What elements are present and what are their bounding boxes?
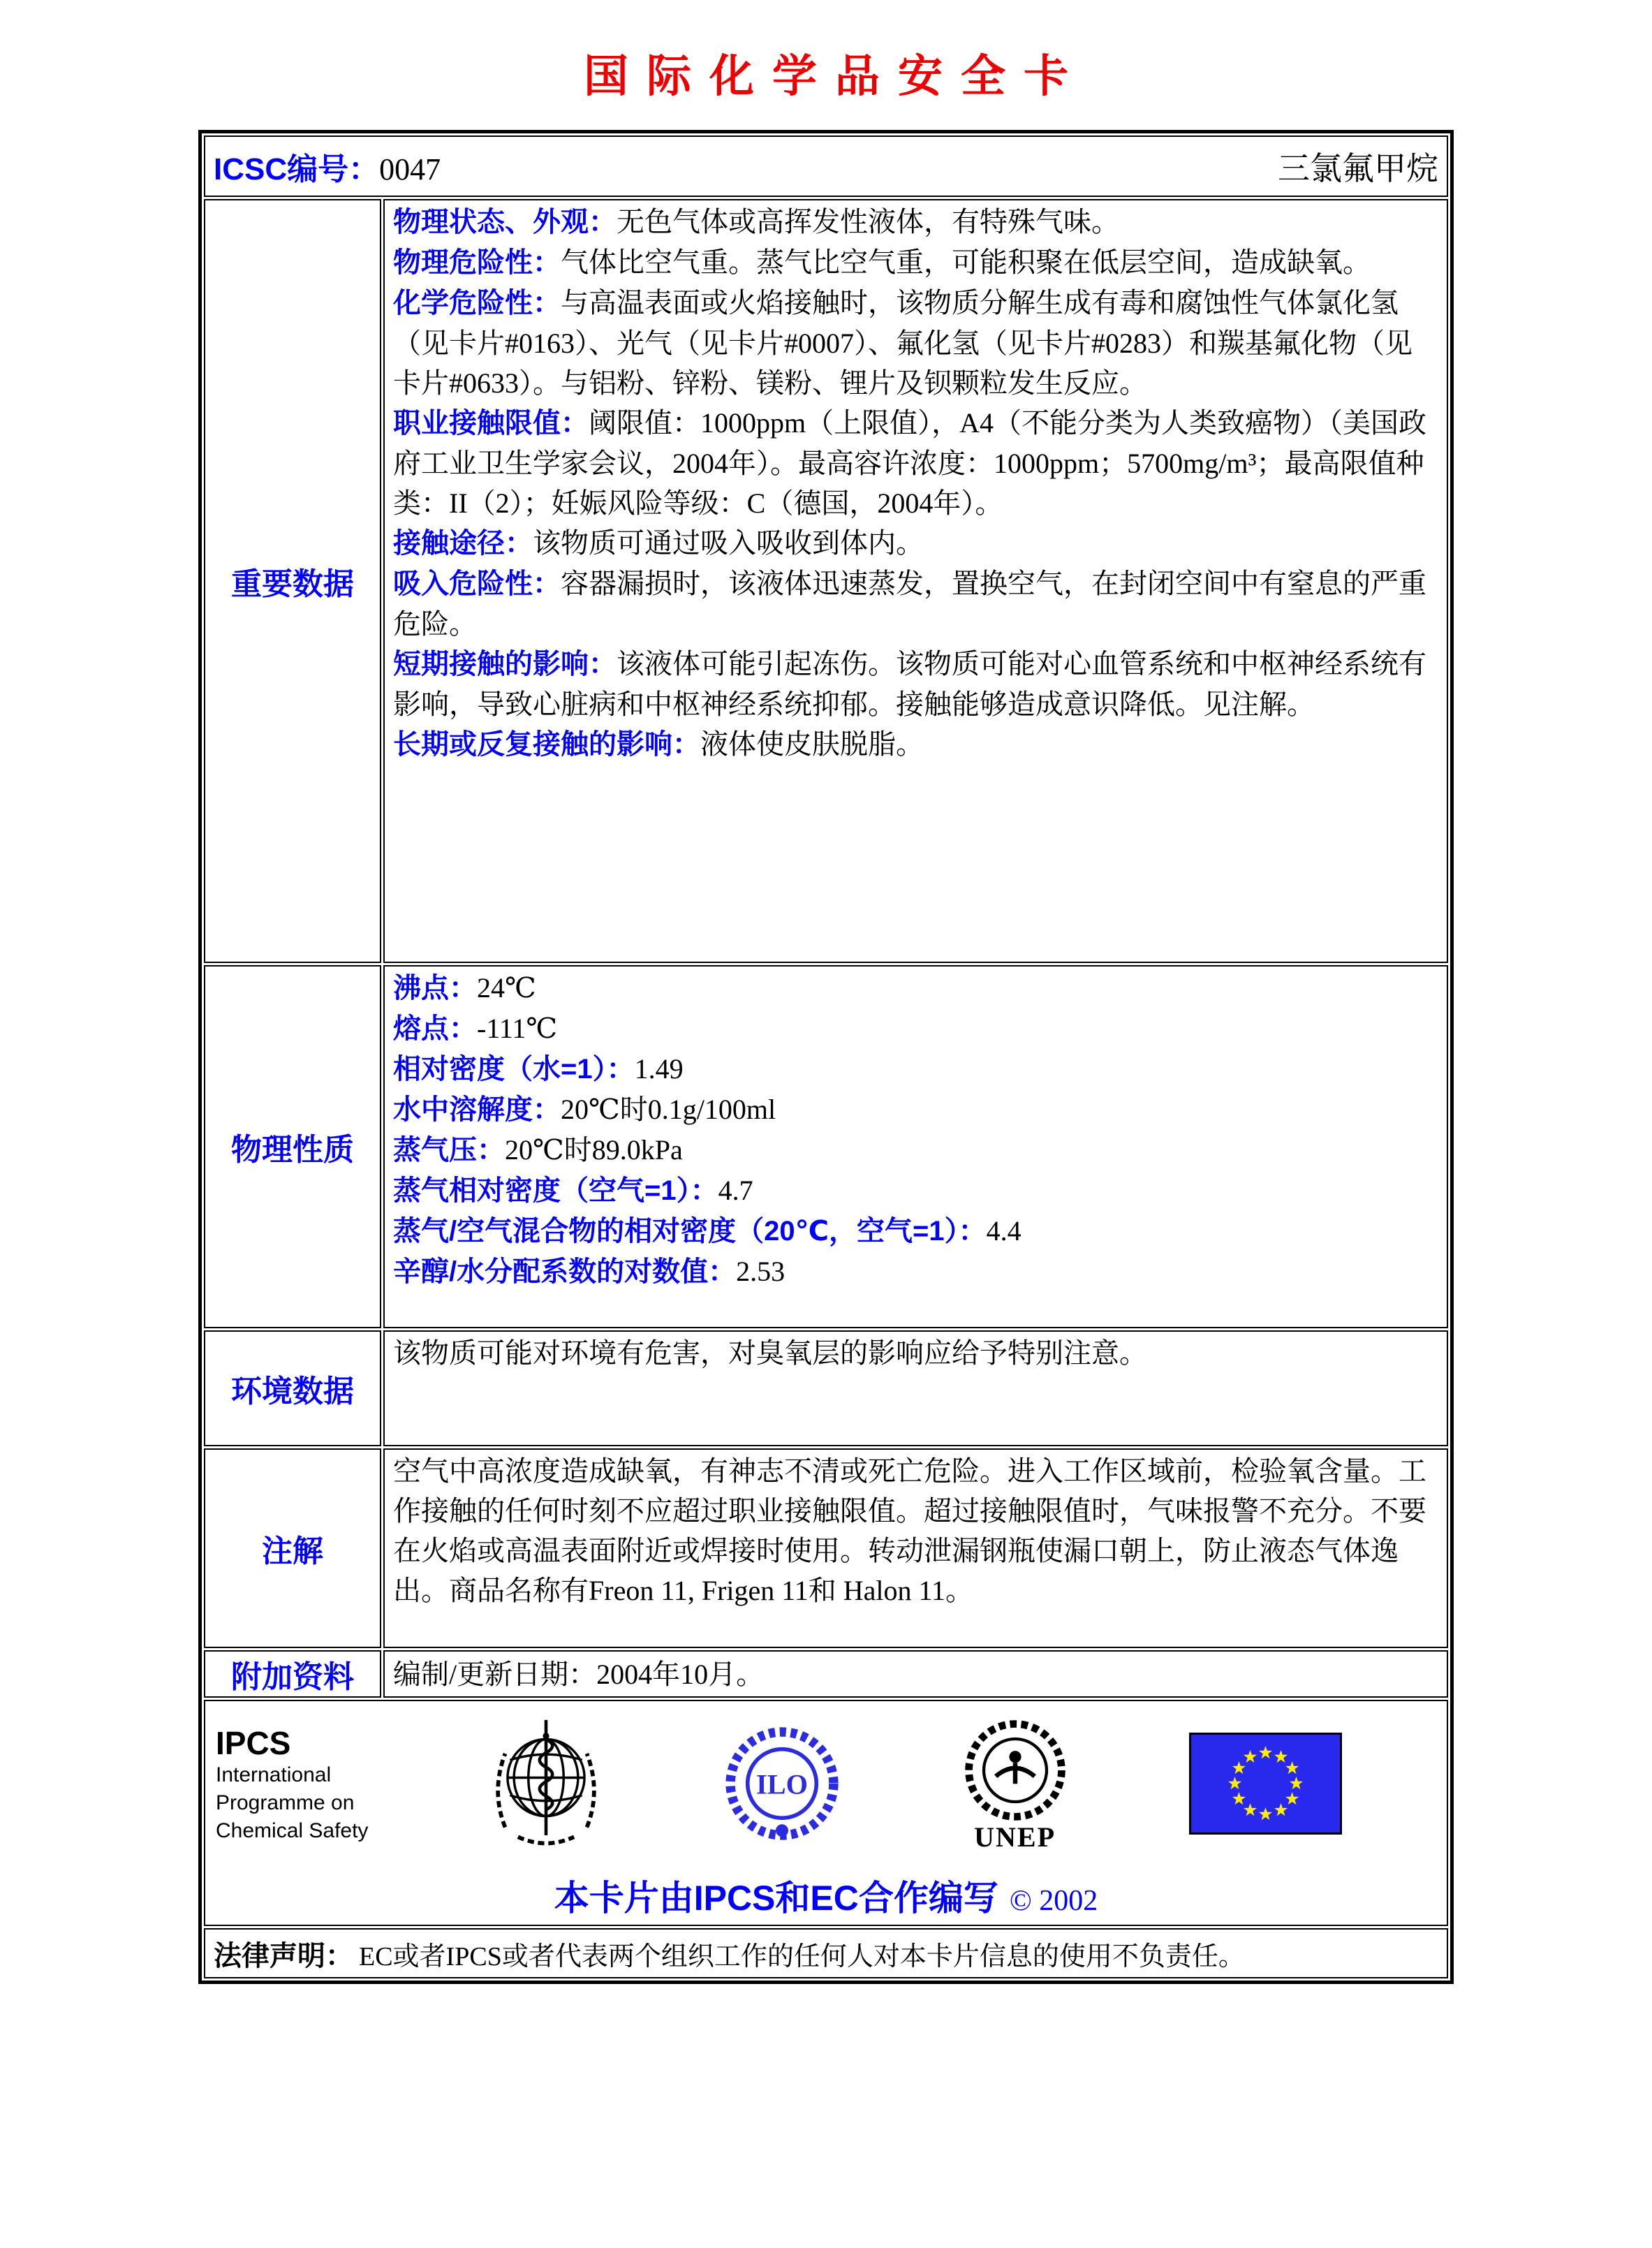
item-melting-point xyxy=(393,1008,1438,1049)
item-chemical-dangers xyxy=(393,283,1438,403)
chemical-name: 三氯氟甲烷 xyxy=(1278,151,1438,186)
section-label-physical-properties: 物理性质 xyxy=(204,965,381,1328)
item-vapour-pressure xyxy=(393,1130,1438,1170)
field-label: 职业接触限值： xyxy=(393,408,589,439)
section-content-physical-properties xyxy=(383,965,1448,1328)
field-label: 蒸气/空气混合物的相对密度（20℃，空气=1）： xyxy=(393,1216,987,1247)
section-label-notes: 注解 xyxy=(204,1448,381,1648)
field-value: -111℃ xyxy=(477,1013,558,1044)
field-label: 沸点： xyxy=(393,973,477,1004)
ipcs-full-line: International xyxy=(216,1763,332,1786)
row-legal-notice xyxy=(204,1928,1448,1978)
legal-notice-label: 法律声明： xyxy=(214,1940,353,1971)
row-footer-logos xyxy=(204,1700,1448,1926)
field-value: 气体比空气重。蒸气比空气重，可能积聚在低层空间，造成缺氧。 xyxy=(561,247,1371,278)
section-content-additional-info xyxy=(383,1650,1448,1698)
field-label: 水中溶解度： xyxy=(393,1094,561,1125)
item-inhalation-risk xyxy=(393,564,1438,644)
item-vapour-air-mixture-density xyxy=(393,1211,1438,1251)
notes-text: 空气中高浓度造成缺氧，有神志不清或死亡危险。进入工作区域前，检验氧含量。工作接触的任何时刻不应超过职业接触限值。超过接触限值时，气味报警不充分。不要在火焰或高温表面附近或焊接时使用。转动泄漏钢瓶使漏口朝上，防止液态气体逸出。商品名称有Freon 11, Frigen 11和 Halon 11。 xyxy=(393,1455,1426,1606)
field-label: 短期接触的影响： xyxy=(393,649,617,679)
field-label: 蒸气压： xyxy=(393,1135,505,1166)
footer-caption xyxy=(205,1870,1447,1920)
item-relative-vapour-density xyxy=(393,1170,1438,1211)
field-label: 熔点： xyxy=(393,1013,477,1044)
item-octanol-water-partition xyxy=(393,1251,1438,1292)
field-value: 阈限值：1000ppm（上限值），A4（不能分类为人类致癌物）（美国政府工业卫生学家会议，2004年）。最高容许浓度：1000ppm；5700mg/m³；最高限值种类：II（2）；妊娠风险等级：C（德国，2004年）。 xyxy=(393,407,1426,519)
card-header-cell xyxy=(204,135,1448,197)
page-title: 国际化学品安全卡 xyxy=(584,50,1086,103)
row-additional-info xyxy=(204,1650,1448,1698)
field-label: 物理危险性： xyxy=(393,247,561,278)
section-label-additional-info: 附加资料 xyxy=(204,1650,381,1698)
field-label: 长期或反复接触的影响： xyxy=(393,729,700,760)
additional-info-text: 编制/更新日期：2004年10月。 xyxy=(393,1658,765,1690)
row-physical-properties xyxy=(204,965,1448,1328)
ilo-logo-icon xyxy=(723,1725,841,1846)
field-label: 接触途径： xyxy=(393,528,533,559)
item-routes-of-exposure xyxy=(393,523,1438,564)
icsc-number-value: 0047 xyxy=(379,152,441,186)
field-value: 无色气体或高挥发性液体，有特殊气味。 xyxy=(617,206,1119,237)
field-label: 化学危险性： xyxy=(393,288,561,318)
section-content-environmental-data xyxy=(383,1330,1448,1446)
section-label-important-data: 重要数据 xyxy=(204,199,381,963)
footer-logos-cell xyxy=(204,1700,1448,1926)
legal-notice-cell xyxy=(204,1928,1448,1978)
field-value: 20℃时0.1g/100ml xyxy=(561,1094,776,1125)
ipcs-full-line: Chemical Safety xyxy=(216,1819,369,1842)
field-value: 4.7 xyxy=(718,1175,753,1206)
logos-strip xyxy=(205,1707,1447,1859)
item-long-term-exposure-effects xyxy=(393,724,1438,765)
item-boiling-point xyxy=(393,968,1438,1008)
item-solubility-in-water xyxy=(393,1089,1438,1130)
field-label: 相对密度（水=1）： xyxy=(393,1054,635,1085)
icsc-card xyxy=(198,130,1454,1984)
field-value: 该液体可能引起冻伤。该物质可能对心血管系统和中枢神经系统有影响，导致心脏病和中枢神经系统抑郁。接触能够造成意识降低。见注解。 xyxy=(393,648,1426,720)
field-value: 1.49 xyxy=(634,1053,684,1085)
field-value: 24℃ xyxy=(477,972,536,1004)
unep-logo-text: UNEP xyxy=(974,1821,1056,1853)
legal-notice-text: EC或者IPCS或者代表两个组织工作的任何人对本卡片信息的使用不负责任。 xyxy=(359,1941,1245,1971)
item-short-term-exposure-effects xyxy=(393,644,1438,724)
ipcs-text-block xyxy=(216,1725,368,1845)
icsc-number-label: ICSC编号： xyxy=(214,152,380,186)
ipcs-full-line: Programme on xyxy=(216,1791,355,1814)
unep-logo-icon xyxy=(963,1718,1068,1852)
field-label: 辛醇/水分配系数的对数值： xyxy=(393,1256,737,1287)
item-relative-density-water xyxy=(393,1049,1438,1089)
row-card-header xyxy=(204,135,1448,197)
ipcs-acronym: IPCS xyxy=(216,1725,291,1761)
row-important-data xyxy=(204,199,1448,963)
field-value: 与高温表面或火焰接触时，该物质分解生成有毒和腐蚀性气体氯化氢（见卡片#0163）、光气（见卡片#0007）、氟化氢（见卡片#0283）和羰基氟化物（见卡片#0633）。与铝粉、锌粉、镁粉、锂片及钡颗粒发生反应。 xyxy=(393,287,1413,399)
field-value: 容器漏损时，该液体迅速蒸发，置换空气，在封闭空间中有窒息的严重危险。 xyxy=(393,568,1426,640)
footer-caption-text: 本卡片由IPCS和EC合作编写 xyxy=(554,1879,998,1918)
field-value: 液体使皮肤脱脂。 xyxy=(700,728,924,760)
field-value: 4.4 xyxy=(986,1215,1022,1247)
section-content-important-data xyxy=(383,199,1448,963)
item-physical-state-appearance xyxy=(393,202,1438,242)
field-label: 吸入危险性： xyxy=(393,568,561,599)
environmental-data-text: 该物质可能对环境有危害，对臭氧层的影响应给予特别注意。 xyxy=(393,1337,1147,1369)
ilo-logo-text: ILO xyxy=(756,1768,809,1800)
item-occupational-exposure-limits xyxy=(393,403,1438,523)
row-environmental-data xyxy=(204,1330,1448,1446)
field-label: 物理状态、外观： xyxy=(393,207,617,237)
field-value: 20℃时89.0kPa xyxy=(505,1134,683,1166)
footer-caption-year: © 2002 xyxy=(1009,1885,1098,1917)
icsc-number xyxy=(214,144,441,189)
eu-flag-icon xyxy=(1189,1733,1342,1838)
section-label-environmental-data: 环境数据 xyxy=(204,1330,381,1446)
who-logo-icon xyxy=(490,1715,602,1855)
item-physical-dangers xyxy=(393,242,1438,283)
row-notes xyxy=(204,1448,1448,1648)
field-value: 2.53 xyxy=(736,1256,786,1287)
section-content-notes xyxy=(383,1448,1448,1648)
field-value: 该物质可通过吸入吸收到体内。 xyxy=(533,527,924,559)
field-label: 蒸气相对密度（空气=1）： xyxy=(393,1175,718,1206)
